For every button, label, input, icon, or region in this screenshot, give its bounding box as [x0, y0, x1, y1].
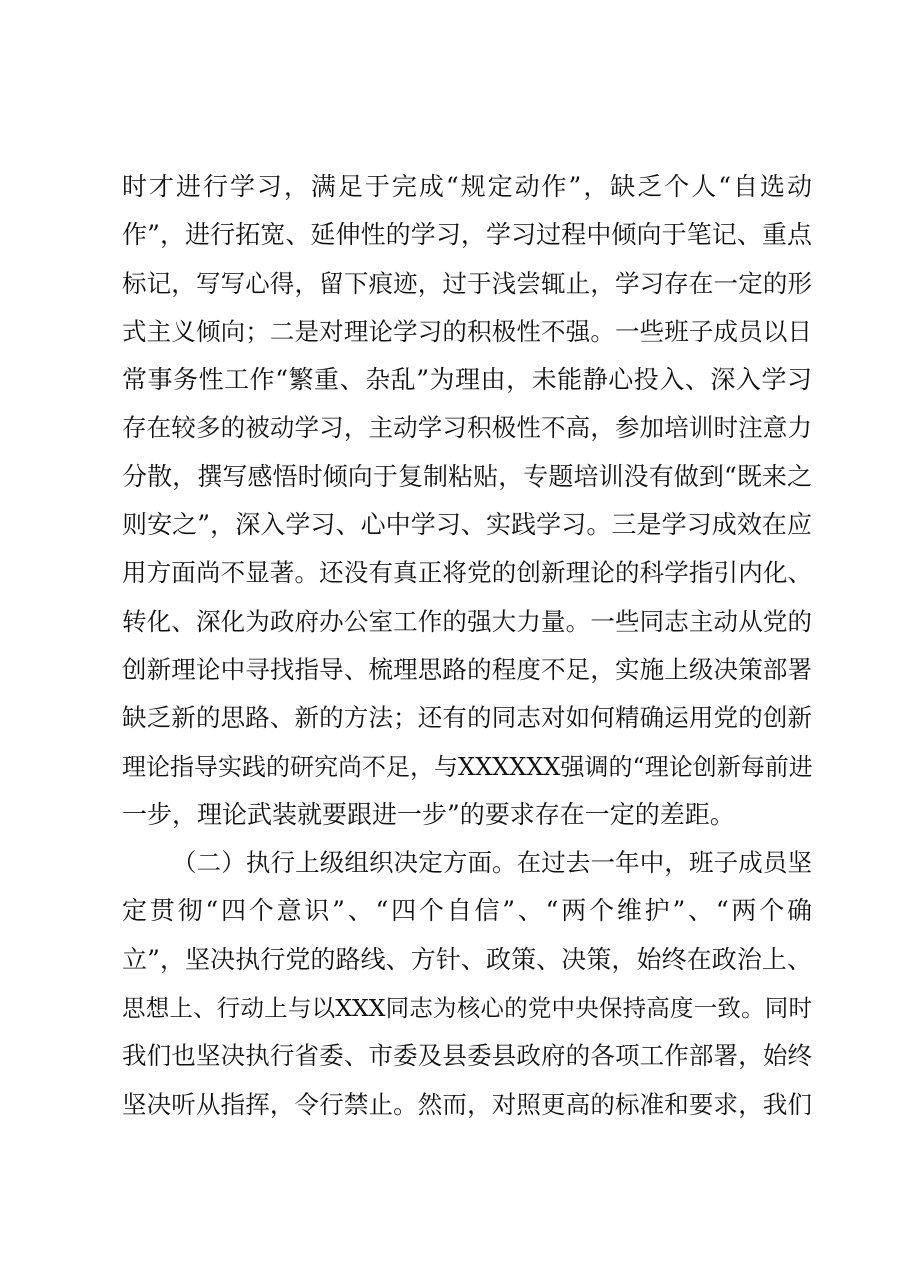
text-line: 标记，写写心得，留下痕迹，过于浅尝辄止，学习存在一定的形 — [122, 268, 812, 298]
text-line: 则安之”，深入学习、心中学习、实践学习。三是学习成效在应 — [122, 510, 812, 540]
text-line: 缺乏新的思路、新的方法；还有的同志对如何精确运用党的创新 — [122, 703, 812, 733]
text-line: 用方面尚不显著。还没有真正将党的创新理论的科学指引内化、 — [122, 558, 812, 588]
text-line: 我们也坚决执行省委、市委及县委县政府的各项工作部署，始终 — [122, 1041, 812, 1071]
text-line: 存在较多的被动学习，主动学习积极性不高，参加培训时注意力 — [122, 413, 812, 443]
text-line: 一步，理论武装就要跟进一步”的要求存在一定的差距。 — [122, 799, 735, 829]
text-line: 创新理论中寻找指导、梳理思路的程度不足，实施上级决策部署 — [122, 654, 812, 684]
text-line: 转化、深化为政府办公室工作的强大力量。一些同志主动从党的 — [122, 606, 812, 636]
text-line: 思想上、行动上与以XXX同志为核心的党中央保持高度一致。同时 — [122, 994, 812, 1023]
text-line: 常事务性工作“繁重、杂乱”为理由，未能静心投入、深入学习 — [122, 365, 812, 395]
text-line: 坚决听从指挥，令行禁止。然而，对照更高的标准和要求，我们 — [122, 1089, 812, 1119]
text-line: 式主义倾向；二是对理论学习的积极性不强。一些班子成员以日 — [122, 316, 812, 346]
section-heading-line: （二）执行上级组织决定方面。在过去一年中，班子成员坚 — [172, 848, 812, 878]
text-line: 时才进行学习，满足于完成“规定动作”，缺乏个人“自选动 — [122, 172, 812, 201]
text-line: 分散，撰写感悟时倾向于复制粘贴，专题培训没有做到“既来之 — [122, 461, 812, 491]
text-line: 作”，进行拓宽、延伸性的学习，学习过程中倾向于笔记、重点 — [122, 220, 812, 250]
text-line: 立”，坚决执行党的路线、方针、政策、决策，始终在政治上、 — [122, 944, 812, 974]
document-body — [122, 163, 812, 1129]
text-line: 定贯彻“四个意识”、“四个自信”、“两个维护”、“两个确 — [122, 896, 812, 926]
text-line: 理论指导实践的研究尚不足，与XXXXXX强调的“理论创新每前进 — [122, 752, 813, 781]
